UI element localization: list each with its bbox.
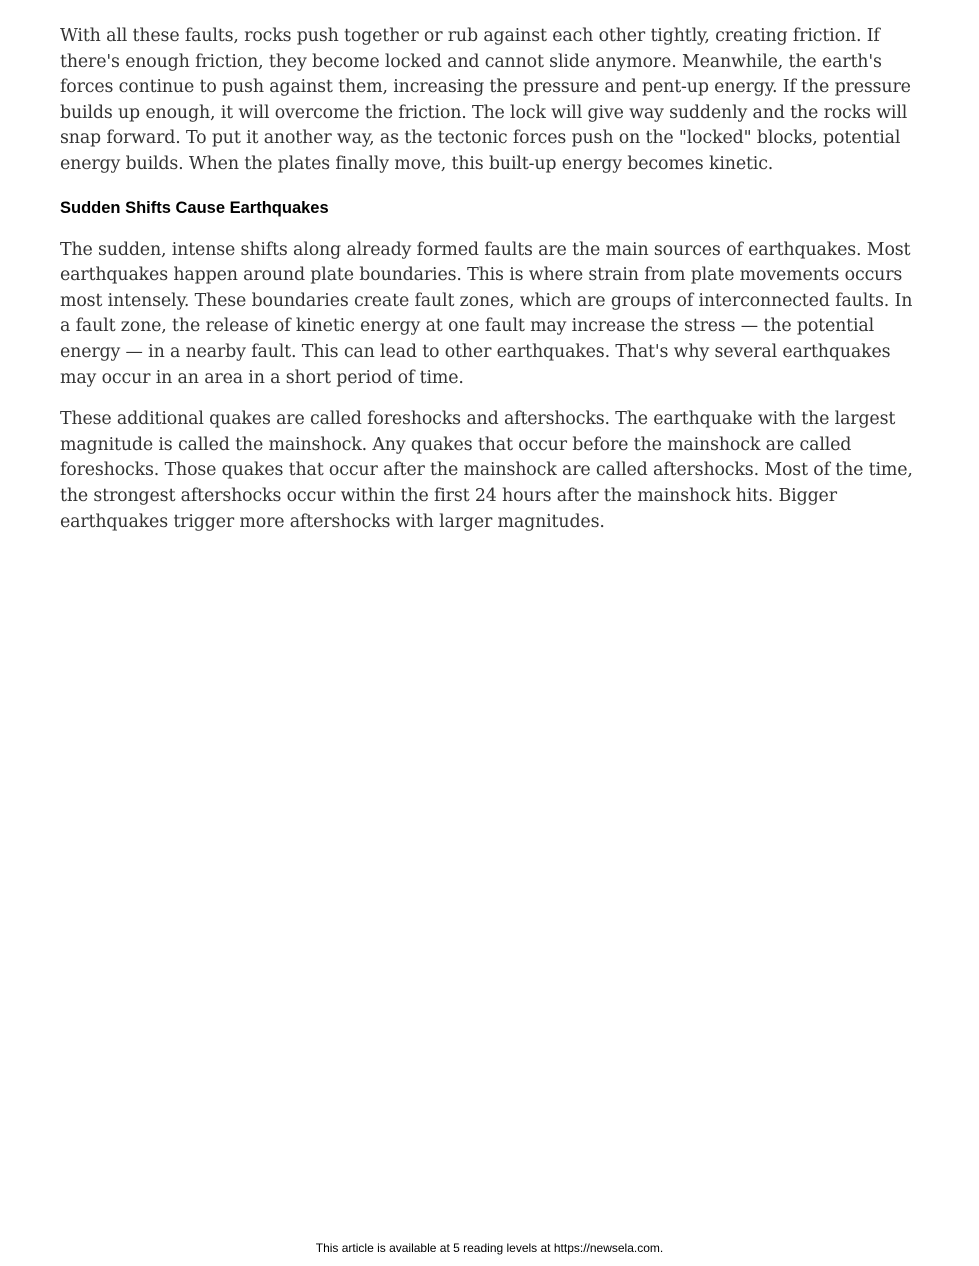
paragraph-faults-friction: With all these faults, rocks push together or rub against each other tightly, creating friction. If there's enough friction, they become locked and cannot slide anymore. Meanwhile, the earth's forces continue to push against them, increasing the pressure and pent-up energy. If the pressure builds up enough, it will overcome the friction. The lock will give way suddenly and the rocks will snap forward. To put it another way, as the tectonic forces push on the "locked" blocks, potential energy builds. When the plates finally move, this built-up energy becomes kinetic. [60,26,911,174]
article-body [60,24,922,551]
section-heading: Sudden Shifts Cause Earthquakes [60,198,329,217]
page-footer: This article is available at 5 reading levels at https://newsela.com. [315,1241,664,1255]
paragraph-sudden-shifts: The sudden, intense shifts along already formed faults are the main sources of earthquakes. Most earthquakes happen around plate boundaries. This is where strain from plate movements occurs most intensely. These boundaries create fault zones, which are groups of interconnected faults. In a fault zone, the release of kinetic energy at one fault may increase the stress — the potential energy — in a nearby fault. This can lead to other earthquakes. That's why several earthquakes may occur in an area in a short period of time. [60,239,913,388]
paragraph-foreshocks-aftershocks: These additional quakes are called foreshocks and aftershocks. The earthquake with the largest magnitude is called the mainshock. Any quakes that occur before the mainshock are called foreshocks. Those quakes that occur after the mainshock are called aftershocks. Most of the time, the strongest aftershocks occur within the first 24 hours after the mainshock hits. Bigger earthquakes trigger more aftershocks with larger magnitudes. [60,409,913,532]
